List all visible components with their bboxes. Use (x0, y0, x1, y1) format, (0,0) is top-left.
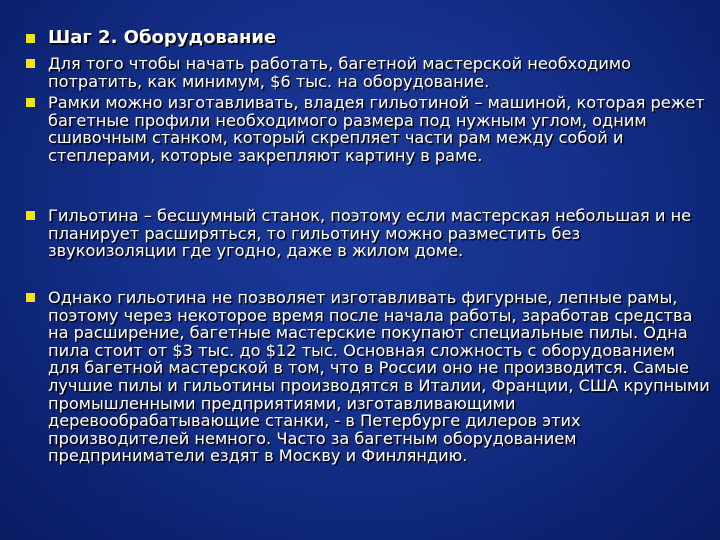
bullet-text-1: Для того чтобы начать работать, багетной мастерской необходимо потратить, как минимум, $6 тыс. на оборудование. (48, 54, 631, 91)
bullet-icon (26, 211, 35, 220)
bullet-icon (26, 293, 35, 302)
bullet-text-3: Гильотина – бесшумный станок, поэтому если мастерская небольшая и не планирует расширяться, то гильотину можно разместить без звукоизоляции где угодно, даже в жилом доме. (48, 206, 692, 261)
bullet-icon (26, 98, 35, 107)
bullet-text-4: Однако гильотина не позволяет изготавливать фигурные, лепные рамы, поэтому через некоторое время после начала работы, заработав средства на расширение, багетные мастерские покупают специальные пилы. Одна пила стоит от $3 тыс. до $12 тыс. Основная сложность с оборудованием для багетной мастерской в том, что в России оно не производится. Самые лучшие пилы и гильотины производятся в Италии, Франции, США крупными промышленными предприятиями, изготавливающими деревообрабатывающие станки, - в Петербурге дилеров этих производителей немного. Часто за багетным оборудованием предприниматели ездят в Москву и Финляндию. (48, 288, 710, 466)
slide-title: Шаг 2. Оборудование (48, 27, 277, 48)
bullet-icon (26, 59, 35, 68)
bullet-icon (26, 34, 35, 43)
bullet-text-2: Рамки можно изготавливать, владея гильотиной – машиной, которая режет багетные профили необходимого размера под нужным углом, одним сшивочным станком, который скрепляет части рам между собой и степлерами, которые закрепляют картину в раме. (48, 93, 705, 165)
